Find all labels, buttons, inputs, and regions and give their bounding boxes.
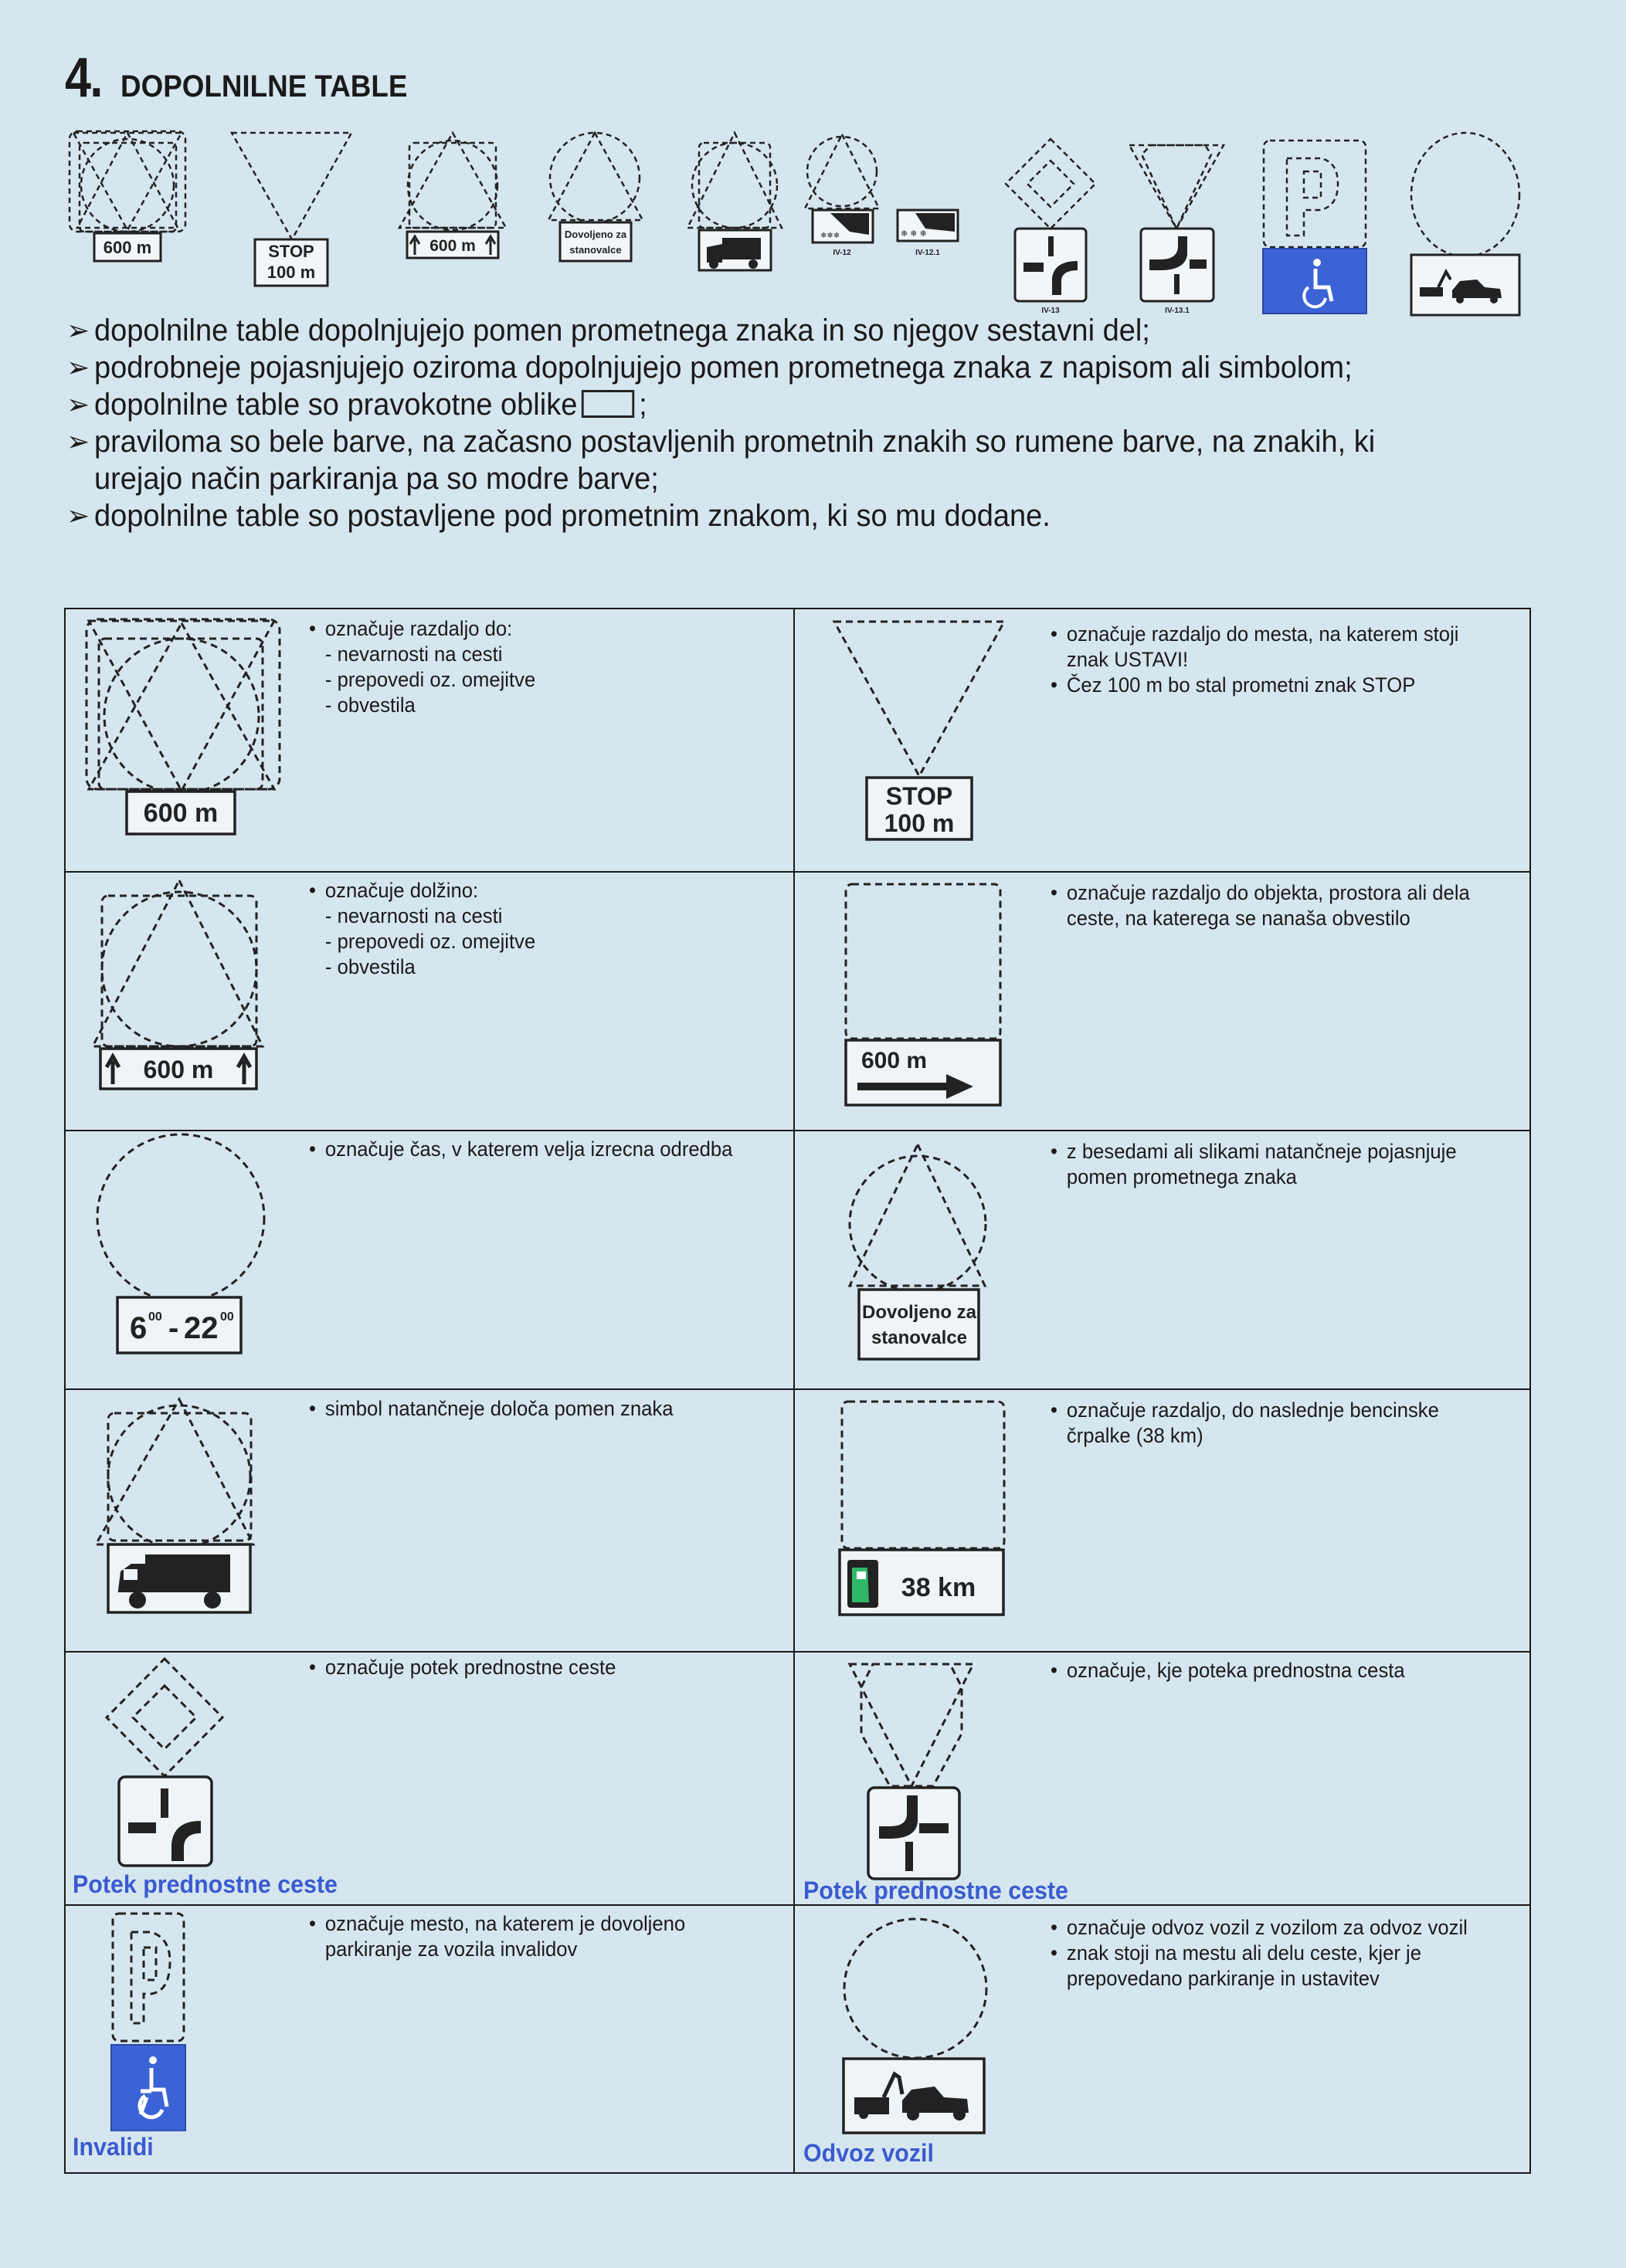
svg-text:Dovoljeno za: Dovoljeno za xyxy=(861,1302,977,1323)
sign-priority-road-course xyxy=(100,1651,255,1883)
strip-sign-truck xyxy=(687,133,782,270)
arrow-bullet-icon: ➢ xyxy=(66,314,90,346)
cell-description: • označuje odvoz vozil z vozilom za odvoz vozil • znak stoji na mestu ali delu ceste, kjer je prepovedano parkiranje in ustavitev xyxy=(1051,1916,1468,1990)
strip-sign-disabled-parking xyxy=(1263,141,1366,314)
svg-text:600 m: 600 m xyxy=(143,798,219,828)
svg-text:STOP: STOP xyxy=(268,242,314,261)
cell-description: • označuje čas, v katerem velja izrecna odredba xyxy=(309,1137,733,1161)
cell-description: • simbol natančneje določa pomen znaka xyxy=(309,1397,674,1420)
sign-time-6-22 xyxy=(93,1131,278,1355)
strip-sign-stop xyxy=(232,133,351,286)
svg-text:IV-13.1: IV-13.1 xyxy=(1165,307,1190,315)
caption-label: Invalidi xyxy=(73,2133,154,2161)
cell-description: • označuje razdaljo, do naslednje bencinske črpalke (38 km) xyxy=(1051,1398,1439,1447)
arrow-bullet-icon: ➢ xyxy=(66,351,90,383)
sign-distance-arrow-600m xyxy=(834,876,1020,1108)
svg-text:600 m: 600 m xyxy=(429,237,476,255)
arrow-bullet-icon: ➢ xyxy=(66,500,90,531)
svg-text:00: 00 xyxy=(220,1310,234,1324)
sign-stop-100m xyxy=(827,614,1027,846)
sign-disabled-parking xyxy=(85,1907,255,2131)
sign-fuel-38km xyxy=(830,1394,1016,1626)
cell-description: • označuje, kje poteka prednostna cesta xyxy=(1051,1659,1405,1682)
svg-text:Dovoljeno za: Dovoljeno za xyxy=(564,229,627,240)
intro-bullets xyxy=(66,312,1550,534)
bullet-item-continuation: urejajo način parkiranja pa so modre barve; xyxy=(94,462,659,496)
svg-text:100 m: 100 m xyxy=(884,809,955,837)
sign-priority-road-location xyxy=(842,1656,1012,1888)
strip-sign-iv13 xyxy=(1006,139,1095,315)
rectangle-shape-icon xyxy=(582,390,634,418)
table-row-divider xyxy=(64,1130,1531,1131)
svg-text:600 m: 600 m xyxy=(143,1056,214,1083)
cell-description: • označuje razdaljo do: - nevarnosti na cesti - prepovedi oz. omejitve - obvestila xyxy=(309,617,536,717)
strip-sign-distance-label: 600 m xyxy=(103,238,152,257)
bullet-item: ➢ podrobneje pojasnjujejo oziroma dopolnjujejo pomen prometnega znaka z napisom ali simbolom; xyxy=(66,351,1353,385)
strip-sign-residents xyxy=(548,133,643,261)
cell-description: • označuje razdaljo do mesta, na katerem stoji znak USTAVI! • Čez 100 m bo stal prometni znak STOP xyxy=(1051,622,1459,697)
table-column-divider xyxy=(793,608,795,2174)
bullet-item: ➢ dopolnilne table dopolnjujejo pomen prometnega znaka in so njegov sestavni del; xyxy=(66,314,1150,347)
sign-tow-away xyxy=(819,1915,1004,2147)
sign-length-600m xyxy=(77,873,278,1097)
svg-text:❄❄❄: ❄❄❄ xyxy=(820,232,840,240)
svg-text:❄ ❄ ❄: ❄ ❄ ❄ xyxy=(901,229,927,239)
strip-sign-iv131 xyxy=(1129,145,1224,315)
svg-text:IV-12.1: IV-12.1 xyxy=(915,249,940,257)
sign-trucks xyxy=(77,1390,278,1622)
strip-sign-tow-away xyxy=(1411,133,1519,315)
cell-description: • označuje mesto, na katerem je dovoljeno parkiranje za vozila invalidov xyxy=(309,1912,686,1961)
arrow-bullet-icon: ➢ xyxy=(66,388,90,420)
svg-text:00: 00 xyxy=(148,1310,162,1324)
fuel-pump-icon xyxy=(847,1560,878,1608)
strip-sign-distance xyxy=(70,131,185,261)
svg-text:stanovalce: stanovalce xyxy=(569,244,622,256)
page-heading xyxy=(65,46,433,110)
svg-text:100 m: 100 m xyxy=(266,263,316,282)
strip-sign-length xyxy=(399,133,506,258)
bullet-item: ➢ dopolnilne table so pravokotne oblike ; xyxy=(66,388,647,422)
svg-text:38 km: 38 km xyxy=(901,1573,976,1602)
table-row-divider xyxy=(64,1904,1531,1906)
caption-label: Odvoz vozil xyxy=(803,2139,934,2167)
svg-text:22: 22 xyxy=(184,1311,219,1345)
cell-description: • označuje dolžino: - nevarnosti na cesti - prepovedi oz. omejitve - obvestila xyxy=(309,879,536,978)
svg-text:stanovalce: stanovalce xyxy=(871,1327,968,1348)
section-number: 4. xyxy=(65,47,102,109)
svg-text:IV-13: IV-13 xyxy=(1041,307,1060,315)
arrow-bullet-icon: ➢ xyxy=(66,425,90,457)
svg-text:-: - xyxy=(168,1311,179,1345)
cell-description: • z besedami ali slikami natančneje pojasnjuje pomen prometnega znaka xyxy=(1051,1140,1457,1188)
sign-residents-only xyxy=(827,1135,1035,1367)
sign-distance-600m xyxy=(77,612,301,843)
sign-overview-strip xyxy=(0,116,1626,324)
table-row-divider xyxy=(64,1651,1531,1653)
svg-text:600 m: 600 m xyxy=(861,1048,928,1073)
caption-label: Potek prednostne ceste xyxy=(73,1870,338,1898)
table-row-divider xyxy=(64,1388,1531,1390)
cell-description: • označuje potek prednostne ceste xyxy=(309,1656,616,1679)
section-title: DOPOLNILNE TABLE xyxy=(121,69,408,103)
svg-text:IV-12: IV-12 xyxy=(833,249,851,257)
strip-sign-iv12 xyxy=(805,134,879,257)
bullet-item: ➢ praviloma so bele barve, na začasno postavljenih prometnih znakih so rumene barve, na znakih, ki xyxy=(66,425,1376,459)
bullet-item: ➢ dopolnilne table so postavljene pod prometnim znakom, ki so mu dodane. xyxy=(66,499,1051,533)
svg-text:6: 6 xyxy=(130,1311,148,1345)
svg-text:STOP: STOP xyxy=(885,782,953,810)
strip-sign-iv121 xyxy=(898,210,958,257)
caption-label: Potek prednostne ceste xyxy=(803,1876,1068,1904)
table-row-divider xyxy=(64,871,1531,873)
cell-description: • označuje razdaljo do objekta, prostora ali dela ceste, na katerega se nanaša obvestilo xyxy=(1051,881,1470,930)
